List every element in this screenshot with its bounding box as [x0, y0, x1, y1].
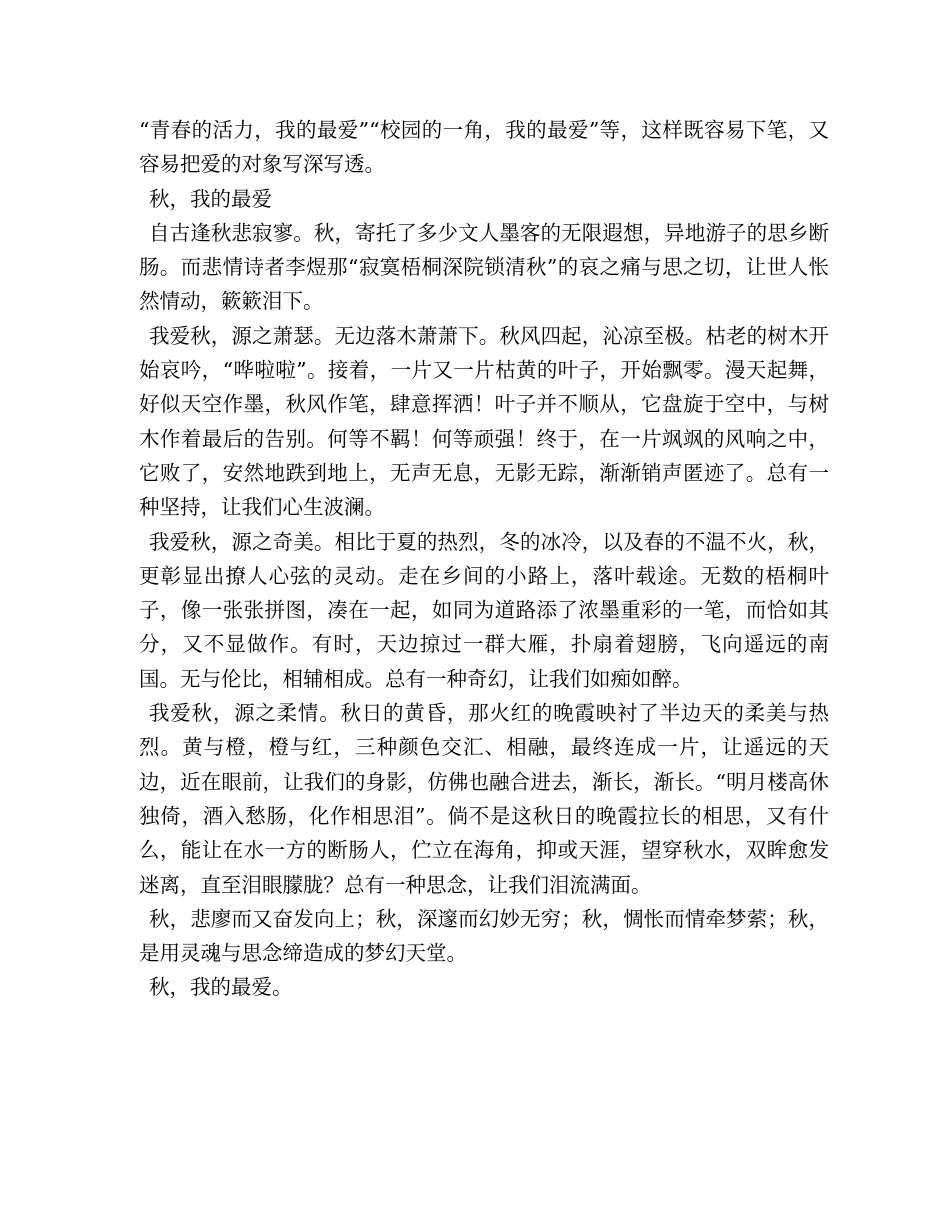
paragraph-1: 自古逢秋悲寂寥。秋，寄托了多少文人墨客的无限遐想，异地游子的思乡断肠。而悲情诗者李煜那“寂寞梧桐深院锁清秋”的哀之痛与思之切，让世人怅然情动，簌簌泪下。 [139, 220, 829, 314]
paragraph-5: 秋，悲廖而又奋发向上；秋，深邃而幻妙无穷；秋，惆怅而情牵梦萦；秋，是用灵魂与思念缔造成的梦幻天堂。 [139, 906, 829, 966]
paragraph-4: 我爱秋，源之柔情。秋日的黄昏，那火红的晚霞映衬了半边天的柔美与热烈。黄与橙，橙与红，三种颜色交汇、相融，最终连成一片，让遥远的天边，近在眼前，让我们的身影，仿佛也融合进去，渐长，渐长。“明月楼高休独倚，酒入愁肠，化作相思泪”。倘不是这秋日的晚霞拉长的相思，又有什么，能让在水一方的断肠人，伫立在海角，抑或天涯，望穿秋水，双眸愈发迷离，直至泪眼朦胧？总有一种思念，让我们泪流满面。 [139, 701, 829, 897]
document-body [139, 113, 829, 1005]
paragraph-closing: 秋，我的最爱。 [149, 975, 293, 1000]
paragraph-3: 我爱秋，源之奇美。相比于夏的热烈，冬的冰冷，以及春的不温不火，秋，更彰显出撩人心弦的灵动。走在乡间的小路上，落叶载途。无数的梧桐叶子，像一张张拼图，凑在一起，如同为道路添了浓墨重彩的一笔，而恰如其分，又不显做作。有时，天边掠过一群大雁，扑扇着翅膀，飞向遥远的南国。无与伦比，相辅相成。总有一种奇幻，让我们如痴如醉。 [139, 529, 829, 691]
paragraph-intro: “青春的活力，我的最爱”“校园的一角，我的最爱”等，这样既容易下笔，又容易把爱的对象写深写透。 [139, 118, 829, 177]
paragraph-2: 我爱秋，源之萧瑟。无边落木萧萧下。秋风四起，沁凉至极。枯老的树木开始哀吟，“哗啦啦”。接着，一片又一片枯黄的叶子，开始飘零。漫天起舞，好似天空作墨，秋风作笔，肆意挥洒！叶子并不顺从，它盘旋于空中，与树木作着最后的告别。何等不羁！何等顽强！终于，在一片飒飒的风响之中，它败了，安然地跌到地上，无声无息，无影无踪，渐渐销声匿迹了。总有一种坚持，让我们心生波澜。 [139, 323, 829, 520]
essay-title: 秋，我的最爱 [149, 186, 272, 211]
